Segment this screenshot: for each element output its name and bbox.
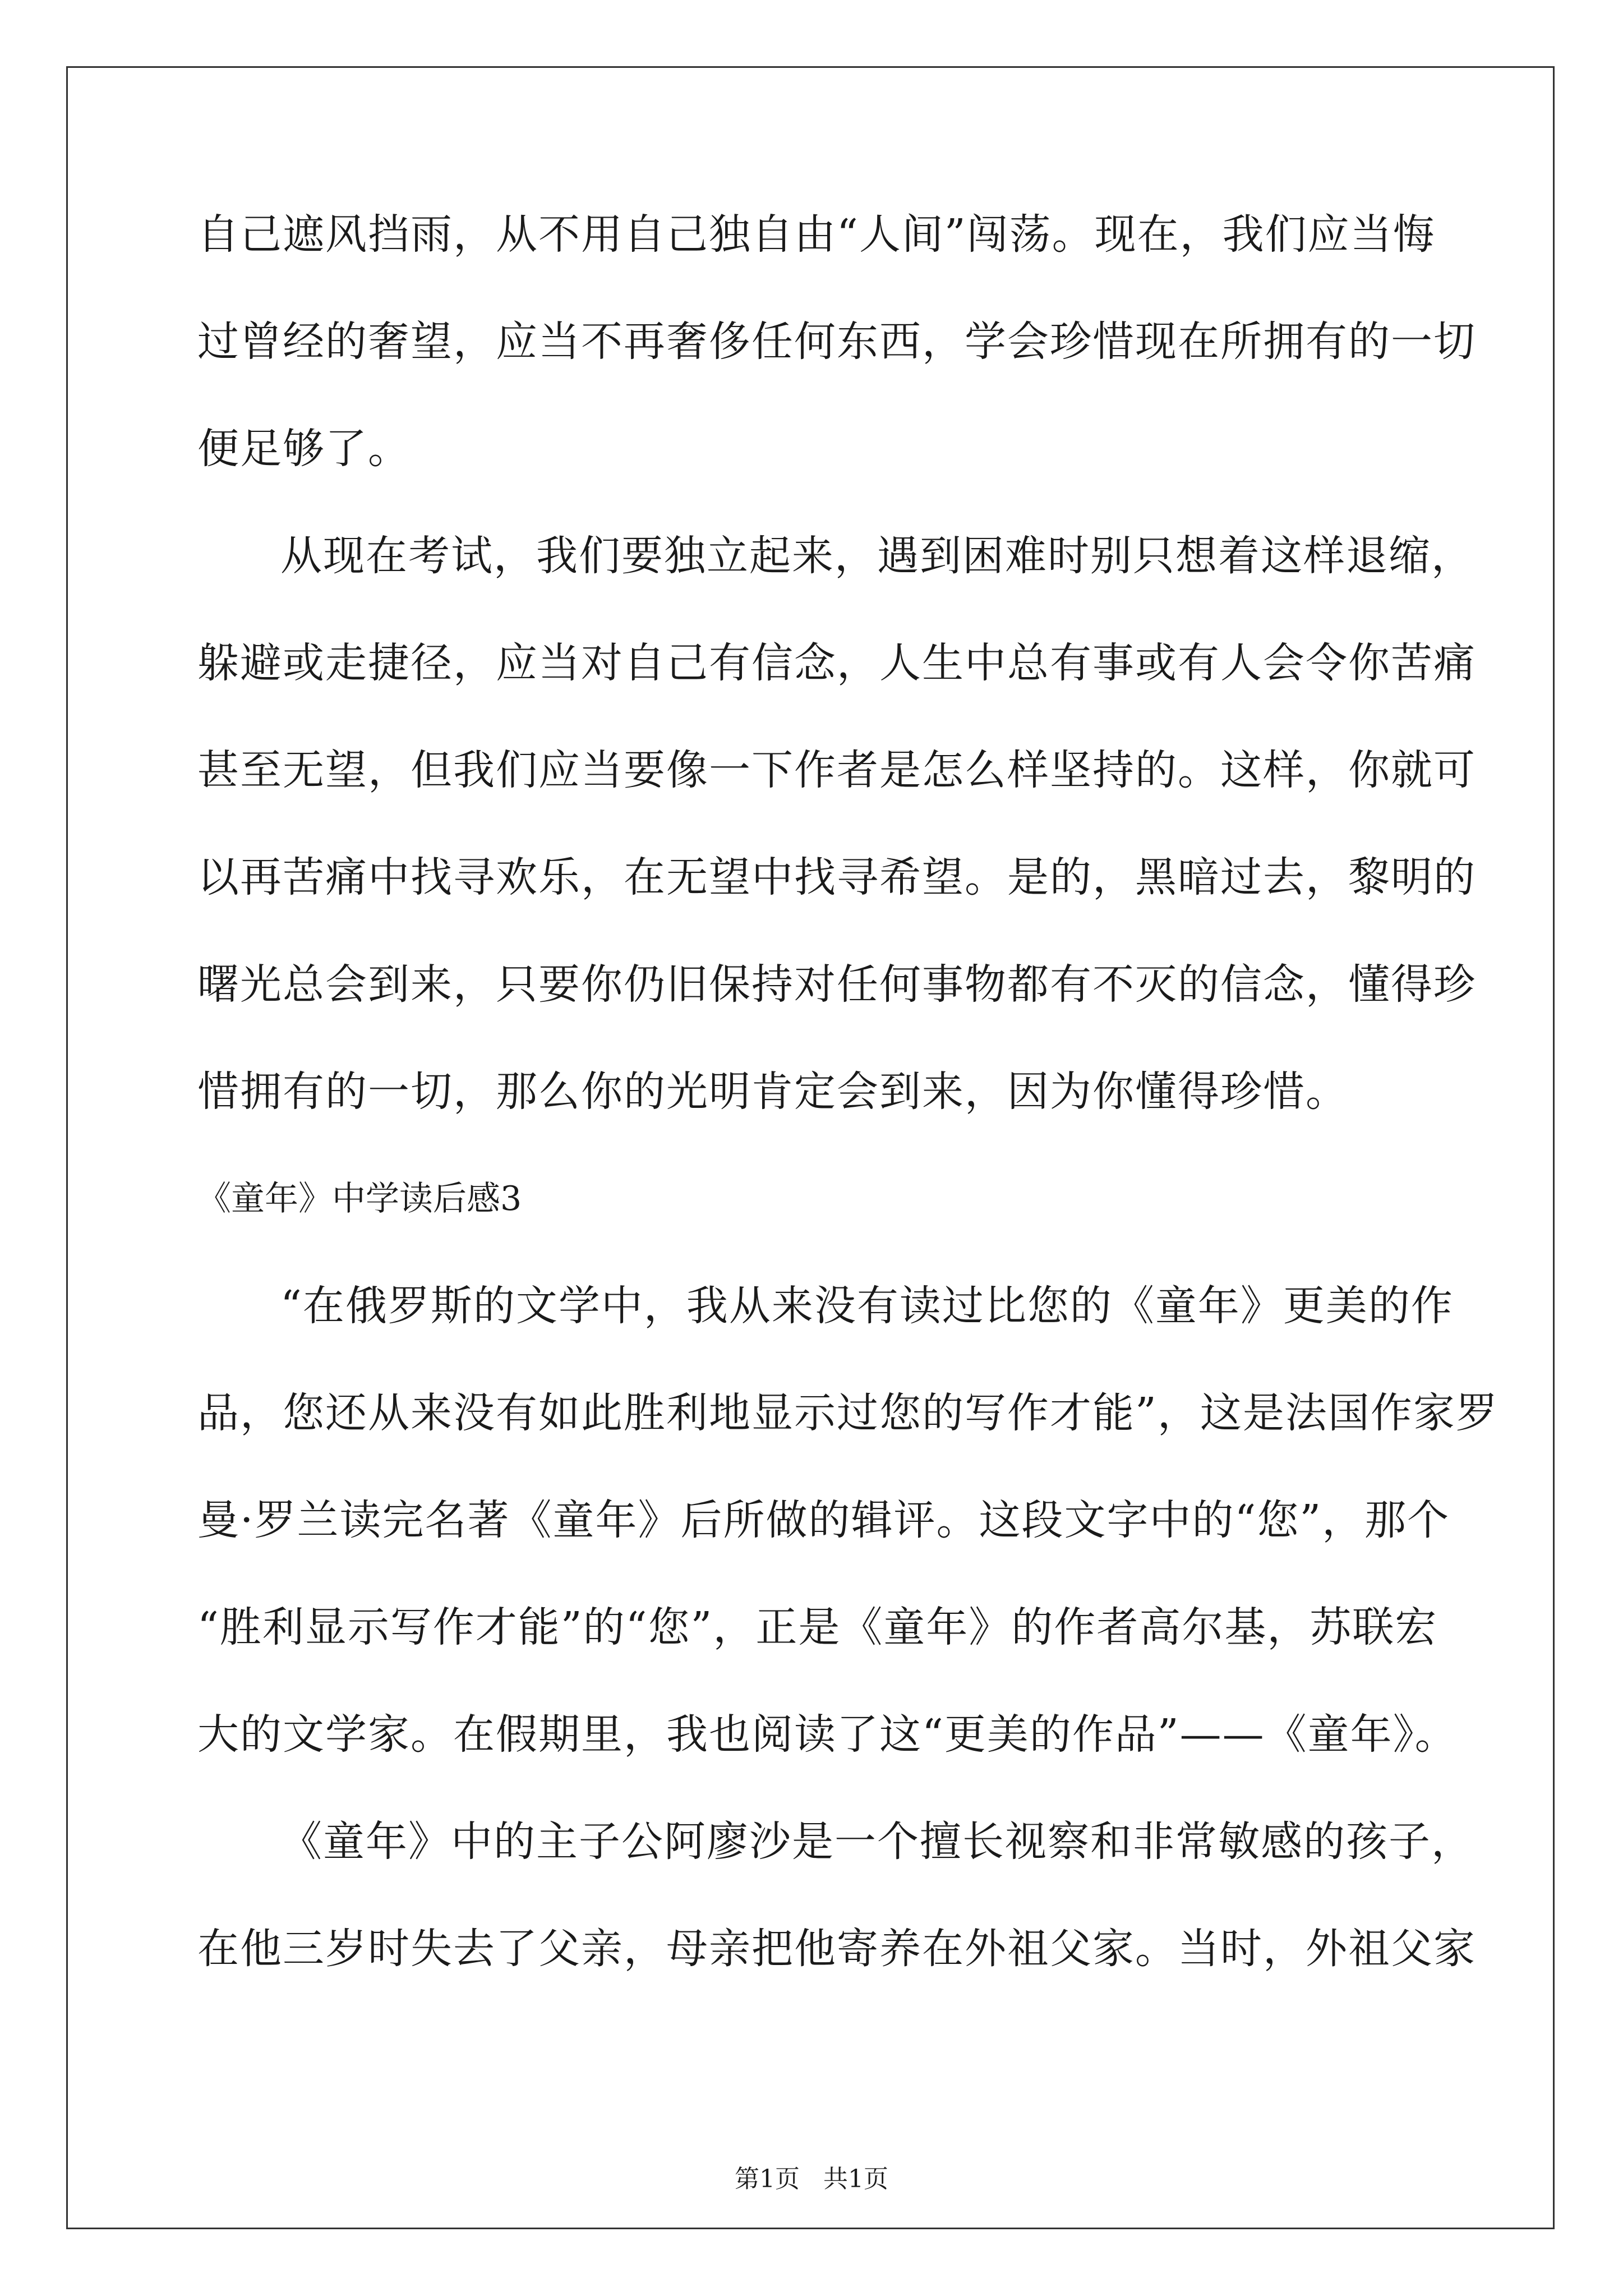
text-line: 《童年》中的主子公阿廖沙是一个擅长视察和非常敏感的孩子， — [280, 1818, 1474, 1866]
text-line: 从现在考试，我们要独立起来，遇到困难时别只想着这样退缩， — [280, 532, 1474, 580]
text-line: 便足够了。 — [197, 425, 411, 473]
text-line: 躲避或走捷径，应当对自己有信念，人生中总有事或有人会令你苦痛 — [197, 639, 1476, 687]
text-line: 甚至无望，但我们应当要像一下作者是怎么样坚持的。这样，你就可 — [197, 746, 1476, 794]
text-line: 以再苦痛中找寻欢乐，在无望中找寻希望。是的，黑暗过去，黎明的 — [197, 853, 1476, 901]
text-line: 惜拥有的一切，那么你的光明肯定会到来，因为你懂得珍惜。 — [197, 1068, 1348, 1116]
text-line: 大的文学家。在假期里，我也阅读了这“更美的作品”——《童年》。 — [197, 1710, 1458, 1759]
text-line: “胜利显示写作才能”的“您”，正是《童年》的作者高尔基，苏联宏 — [197, 1603, 1438, 1651]
text-line: 品，您还从来没有如此胜利地显示过您的写作才能”，这是法国作家罗 — [197, 1389, 1498, 1437]
text-line: 曼·罗兰读完名著《童年》后所做的辑评。这段文字中的“您”，那个 — [197, 1496, 1450, 1544]
document-body — [197, 210, 1498, 2035]
text-line: 曙光总会到来，只要你仍旧保持对任何事物都有不灭的信念，懂得珍 — [197, 960, 1476, 1009]
section-title: 《童年》中学读后感3 — [197, 1179, 522, 1218]
text-line: “在俄罗斯的文学中，我从来没有读过比您的《童年》更美的作 — [280, 1282, 1454, 1330]
text-line: 自己遮风挡雨，从不用自己独自由“人间”闯荡。现在，我们应当悔 — [197, 210, 1436, 259]
text-line: 在他三岁时失去了父亲，母亲把他寄养在外祖父家。当时，外祖父家 — [197, 1925, 1476, 1973]
page-footer: 第1页 共1页 — [735, 2165, 888, 2193]
text-line: 过曾经的奢望，应当不再奢侈任何东西，学会珍惜现在所拥有的一切 — [197, 318, 1476, 366]
